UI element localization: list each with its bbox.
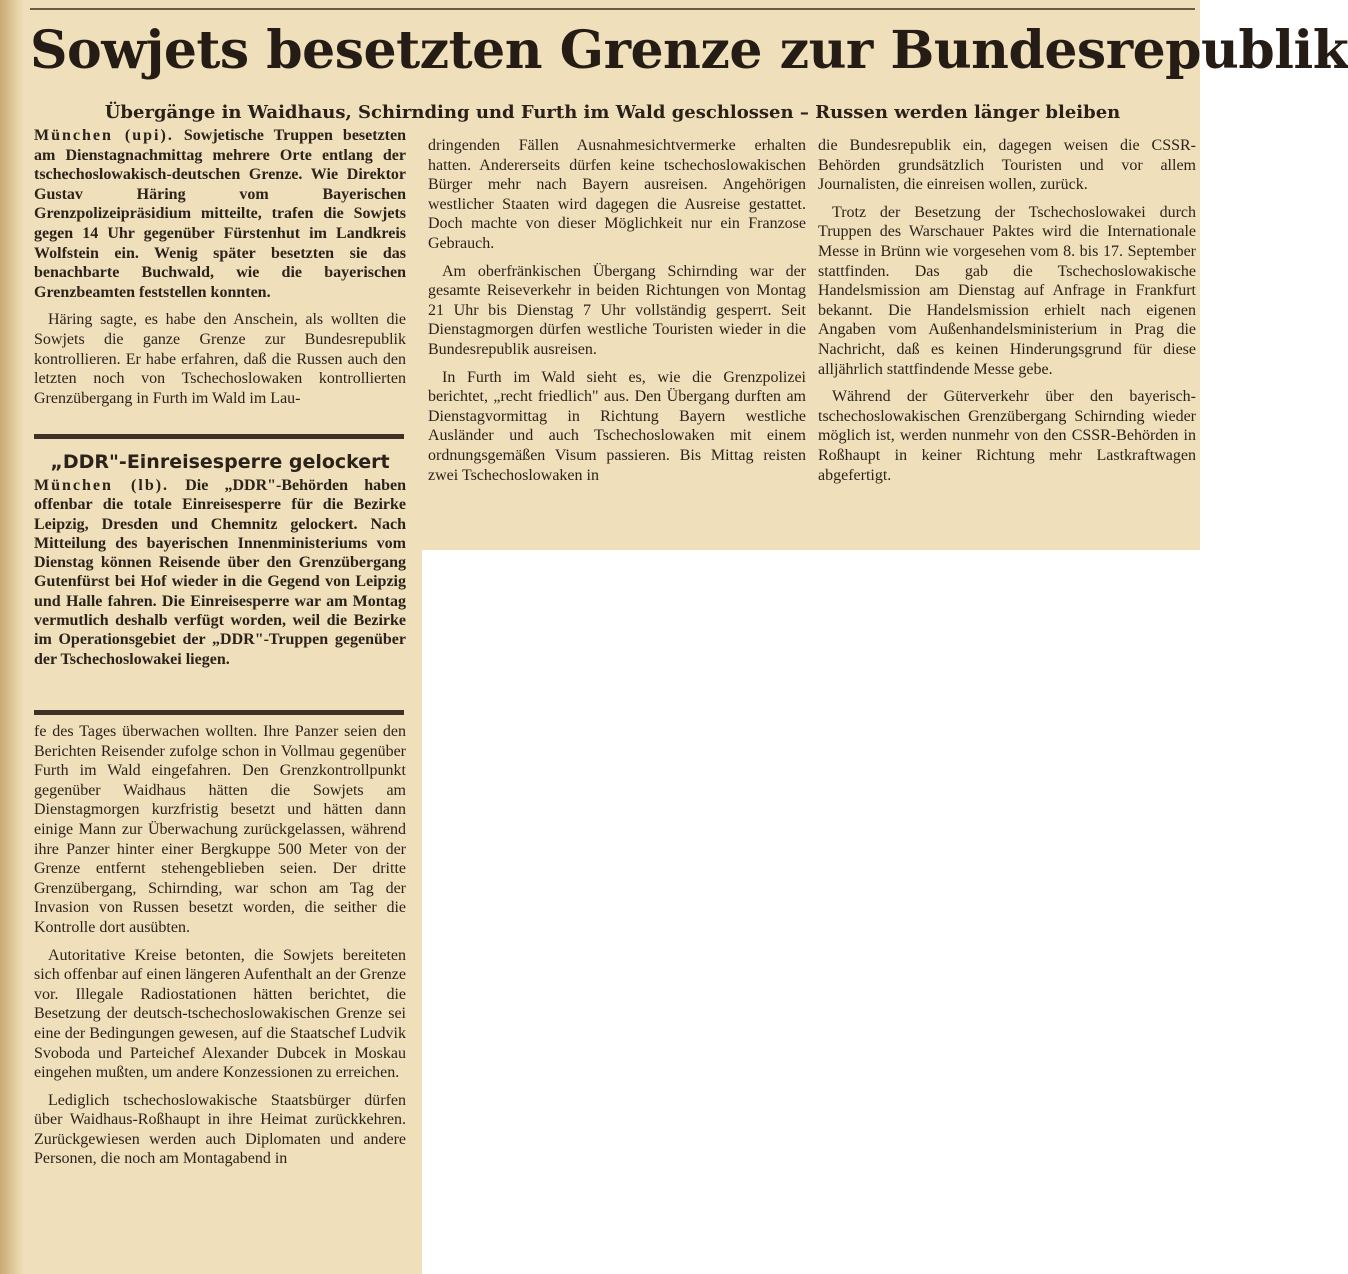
article-column-2	[428, 136, 806, 493]
column-1-cont-paragraph-3: Lediglich tschechoslowakische Staatsbürger dürfen über Waidhaus-Roßhaupt in ihre Heimat zurückkehren. Zurückgewiesen werden auch Diplomaten und andere Personen, die noch am Montagabend in	[34, 1091, 406, 1168]
column-3-paragraph-2: Trotz der Besetzung der Tschechoslowakei durch Truppen des Warschauer Paktes wird die Internationale Messe in Brünn wie vorgesehen vom 8. bis 17. September stattfinden. Das gab die Tschechoslowakische Handelsmission am Dienstag auf Anfrage in Frankfurt bekannt. Die Handelsmission erhielt nach eigenen Angaben vom Außenhandelsministerium in Prag die Nachricht, daß es keinen Hinderungsgrund für diese alljährlich stattfindende Messe gebe.	[818, 203, 1196, 378]
column-1-paragraph-2: Häring sagte, es habe den Anschein, als wollten die Sowjets die ganze Grenze zur Bundesrepublik kontrollieren. Er habe erfahren, daß die Russen auch den letzten noch von Tschechoslowaken kontrollierten Grenzübergang in Furth im Wald im Lau-	[34, 311, 406, 407]
lead-paragraph	[34, 126, 406, 302]
article-column-1-continued	[34, 722, 406, 1177]
subheadline: Übergänge in Waidhaus, Schirnding und Furth im Wald geschlossen – Russen werden länger bleiben	[104, 102, 1121, 123]
sidebar-box	[34, 476, 406, 669]
column-1-cont-paragraph-2: Autoritative Kreise betonten, die Sowjets bereiteten sich offenbar auf einen längeren Aufenthalt an der Grenze vor. Illegale Radiostationen hätten berichtet, die Besetzung der deutsch-tschechoslowakischen Grenze sei eine der Bedingungen gewesen, auf die Staatschef Ludvik Svoboda und Parteichef Alexander Dubcek in Moskau eingehen mußten, um andere Konzessionen zu erreichen.	[34, 946, 406, 1082]
sidebar-top-rule	[34, 434, 404, 439]
column-3-paragraph-1: die Bundesrepublik ein, dagegen weisen die CSSR-Behörden grundsätzlich Touristen und vor allem Journalisten, die einreisen wollen, zurück.	[818, 137, 1196, 194]
article-column-1	[34, 126, 406, 416]
column-2-paragraph-2: Am oberfränkischen Übergang Schirnding war der gesamte Reiseverkehr in beiden Richtungen von Montag 21 Uhr bis Dienstag 7 Uhr vollständig gesperrt. Seit Dienstagmorgen dürfen westliche Touristen wieder in die Bundesrepublik ausreisen.	[428, 262, 806, 358]
article-column-3	[818, 136, 1196, 493]
sidebar-text: Die „DDR"-Behörden haben offenbar die totale Einreisesperre für die Bezirke Leipzig, Dresden und Chemnitz gelockert. Nach Mitteilung des bayerischen Innenministeriums vom Dienstag können Reisende über den Grenzübergang Gutenfürst bei Hof wieder in die Gegend von Leipzig und Halle fahren. Die Einreisesperre war am Montag vermutlich deshalb verfügt worden, weil die Bezirke im Operationsgebiet der „DDR"-Truppen gegenüber der Tschechoslowakei liegen.	[34, 477, 406, 668]
lead-text: Sowjetische Truppen besetzten am Dienstagnachmittag mehrere Orte entlang der tschechoslowakisch-deutschen Grenze. Wie Direktor Gustav Häring vom Bayerischen Grenzpolizeipräsidium mitteilte, trafen die Sowjets gegen 14 Uhr gegenüber Fürstenhut im Landkreis Wolfstein ein. Wenig später besetzten sie das benachbarte Buchwald, wie die bayerischen Grenzbeamten feststellen konnten.	[34, 127, 407, 301]
sidebar-paragraph	[34, 476, 406, 669]
paper-edge-shading	[0, 0, 24, 1274]
lead-dateline: München (upi).	[34, 127, 174, 144]
column-2-paragraph-3: In Furth im Wald sieht es, wie die Grenzpolizei berichtet, „recht friedlich" aus. Den Übergang durften am Dienstagvormittag in Richtung Bayern westliche Ausländer und auch Tschechoslowaken mit einem ordnungsgemäßen Visum passieren. Bis Mittag reisten zwei Tschechoslowaken in	[428, 368, 806, 484]
sidebar-title: „DDR"-Einreisesperre gelockert	[50, 451, 390, 473]
sidebar-dateline: München (lb).	[34, 477, 170, 494]
column-1-cont-paragraph-1: fe des Tages überwachen wollten. Ihre Panzer seien den Berichten Reisender zufolge schon in Vollmau gegenüber Furth im Wald eingefahren. Den Grenzkontrollpunkt gegenüber Waidhaus hätten die Sowjets am Dienstagmorgen kurzfristig besetzt und hätten dann einige Mann zur Überwachung zurückgelassen, während ihre Panzer hinter einer Bergkuppe 500 Meter von der Grenze entfernt stehengeblieben seien. Der dritte Grenzübergang, Schirnding, war schon am Tag der Invasion von Russen besetzt worden, die seither die Kontrolle dort ausübten.	[34, 723, 406, 936]
column-3-paragraph-3: Während der Güterverkehr über den bayerisch-tschechoslowakischen Grenzübergang Schirnding wieder möglich ist, werden nunmehr von den CSSR-Behörden in Roßhaupt in keiner Richtung mehr Lastkraftwagen abgefertigt.	[818, 388, 1196, 484]
top-rule	[30, 8, 1195, 10]
sidebar-bottom-rule	[34, 710, 404, 715]
column-2-paragraph-1: dringenden Fällen Ausnahmesichtvermerke erhalten hatten. Andererseits dürfen keine tschechoslowakischen Bürger mehr nach Bayern ausreisen. Angehörigen westlicher Staaten wird dagegen die Ausreise gestattet. Doch machte von dieser Möglichkeit nur ein Franzose Gebrauch.	[428, 137, 806, 252]
headline: Sowjets besetzten Grenze zur Bundesrepublik	[30, 20, 1348, 81]
